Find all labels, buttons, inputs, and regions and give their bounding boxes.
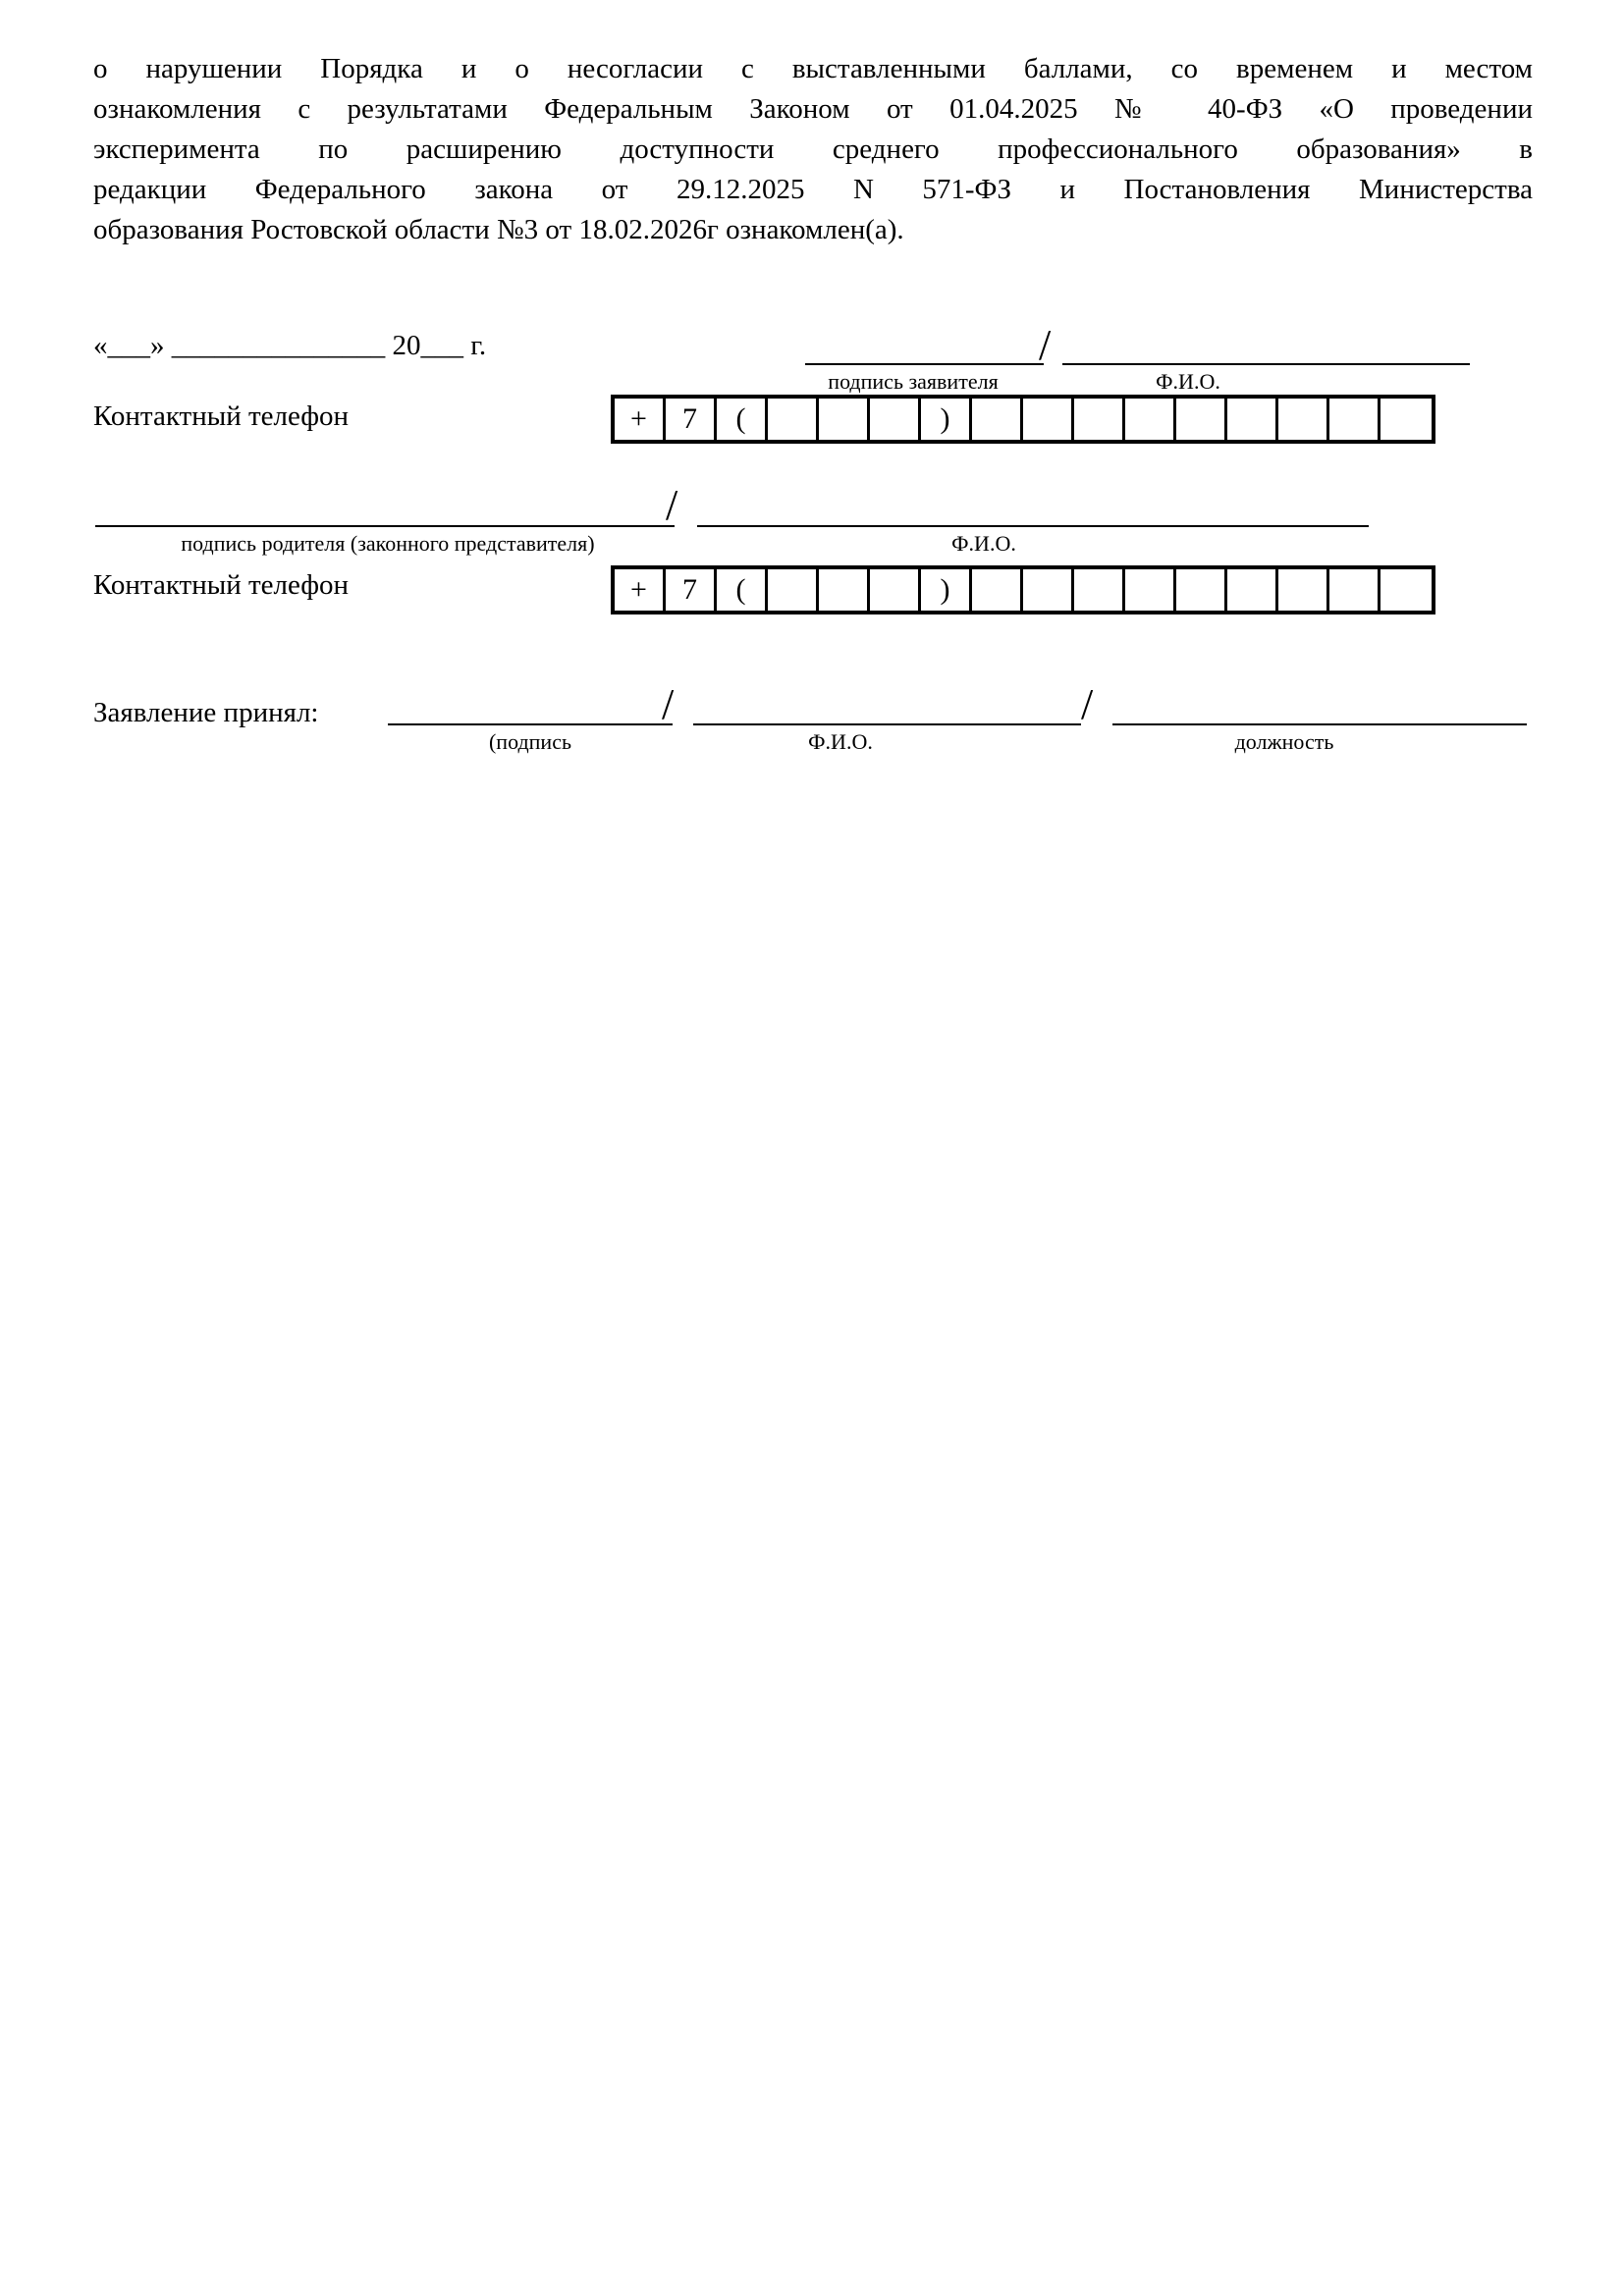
phone-cell [1278, 569, 1329, 611]
applicant-fio-line [1062, 336, 1470, 365]
phone-cell [1380, 569, 1432, 611]
received-fio-line [693, 696, 1081, 725]
slash-separator: / [662, 680, 675, 728]
paragraph-line: образования Ростовской области №3 от 18.02.2026г ознакомлен(а). [93, 214, 904, 245]
phone-cell [870, 569, 921, 611]
phone-grid [611, 395, 1435, 444]
phone-cell: ) [921, 569, 972, 611]
parent-signature-label: подпись родителя (законного представителя) [181, 531, 595, 556]
phone-cell [819, 569, 870, 611]
contact-phone-label: Контактный телефон [93, 569, 350, 601]
received-fio-label: Ф.И.О. [808, 729, 873, 754]
slash-separator: / [666, 481, 678, 529]
phone-cell: + [615, 569, 666, 611]
phone-cell [1023, 399, 1074, 440]
paragraph-line: эксперимента по расширению доступности среднего профессионального образования» в [93, 133, 1533, 165]
phone-cell [972, 569, 1023, 611]
phone-cell [1125, 399, 1176, 440]
phone-cell [1176, 569, 1227, 611]
phone-cell: + [615, 399, 666, 440]
received-label: Заявление принял: [93, 697, 319, 728]
phone-cell [1329, 569, 1380, 611]
paragraph-line: о нарушении Порядка и о несогласии с выставленными баллами, со временем и местом [93, 53, 1533, 84]
received-position-line [1112, 696, 1527, 725]
paragraph-line: ознакомления с результатами Федеральным Законом от 01.04.2025 № 40-ФЗ «О проведении [93, 93, 1533, 125]
applicant-fio-label: Ф.И.О. [1156, 369, 1220, 394]
received-signature-line [388, 696, 673, 725]
phone-cell: ) [921, 399, 972, 440]
phone-cell [1023, 569, 1074, 611]
phone-cell [1329, 399, 1380, 440]
phone-cell [870, 399, 921, 440]
received-position-label: должность [1234, 729, 1334, 754]
phone-cell: ( [717, 399, 768, 440]
phone-cell [1380, 399, 1432, 440]
phone-cell [972, 399, 1023, 440]
phone-cell [1278, 399, 1329, 440]
phone-grid [611, 565, 1435, 614]
phone-cell [1125, 569, 1176, 611]
applicant-signature-line [805, 336, 1044, 365]
slash-separator: / [1081, 680, 1094, 728]
phone-cell [1074, 399, 1125, 440]
phone-cell [768, 399, 819, 440]
paragraph-line: редакции Федерального закона от 29.12.2025 N 571-ФЗ и Постановления Министерства [93, 174, 1533, 205]
parent-fio-label: Ф.И.О. [951, 531, 1016, 556]
phone-cell [1074, 569, 1125, 611]
phone-cell [768, 569, 819, 611]
paragraph [93, 49, 1533, 250]
parent-signature-line [95, 498, 675, 527]
phone-cell: 7 [666, 569, 717, 611]
phone-cell [1227, 569, 1278, 611]
parent-fio-line [697, 498, 1369, 527]
phone-cell: 7 [666, 399, 717, 440]
phone-cell [1227, 399, 1278, 440]
phone-cell: ( [717, 569, 768, 611]
date-line: «___» _______________ 20___ г. [93, 330, 487, 361]
contact-phone-label: Контактный телефон [93, 400, 350, 432]
slash-separator: / [1039, 321, 1052, 369]
received-signature-label: (подпись [488, 729, 571, 754]
phone-cell [819, 399, 870, 440]
phone-cell [1176, 399, 1227, 440]
applicant-signature-label: подпись заявителя [828, 369, 999, 394]
